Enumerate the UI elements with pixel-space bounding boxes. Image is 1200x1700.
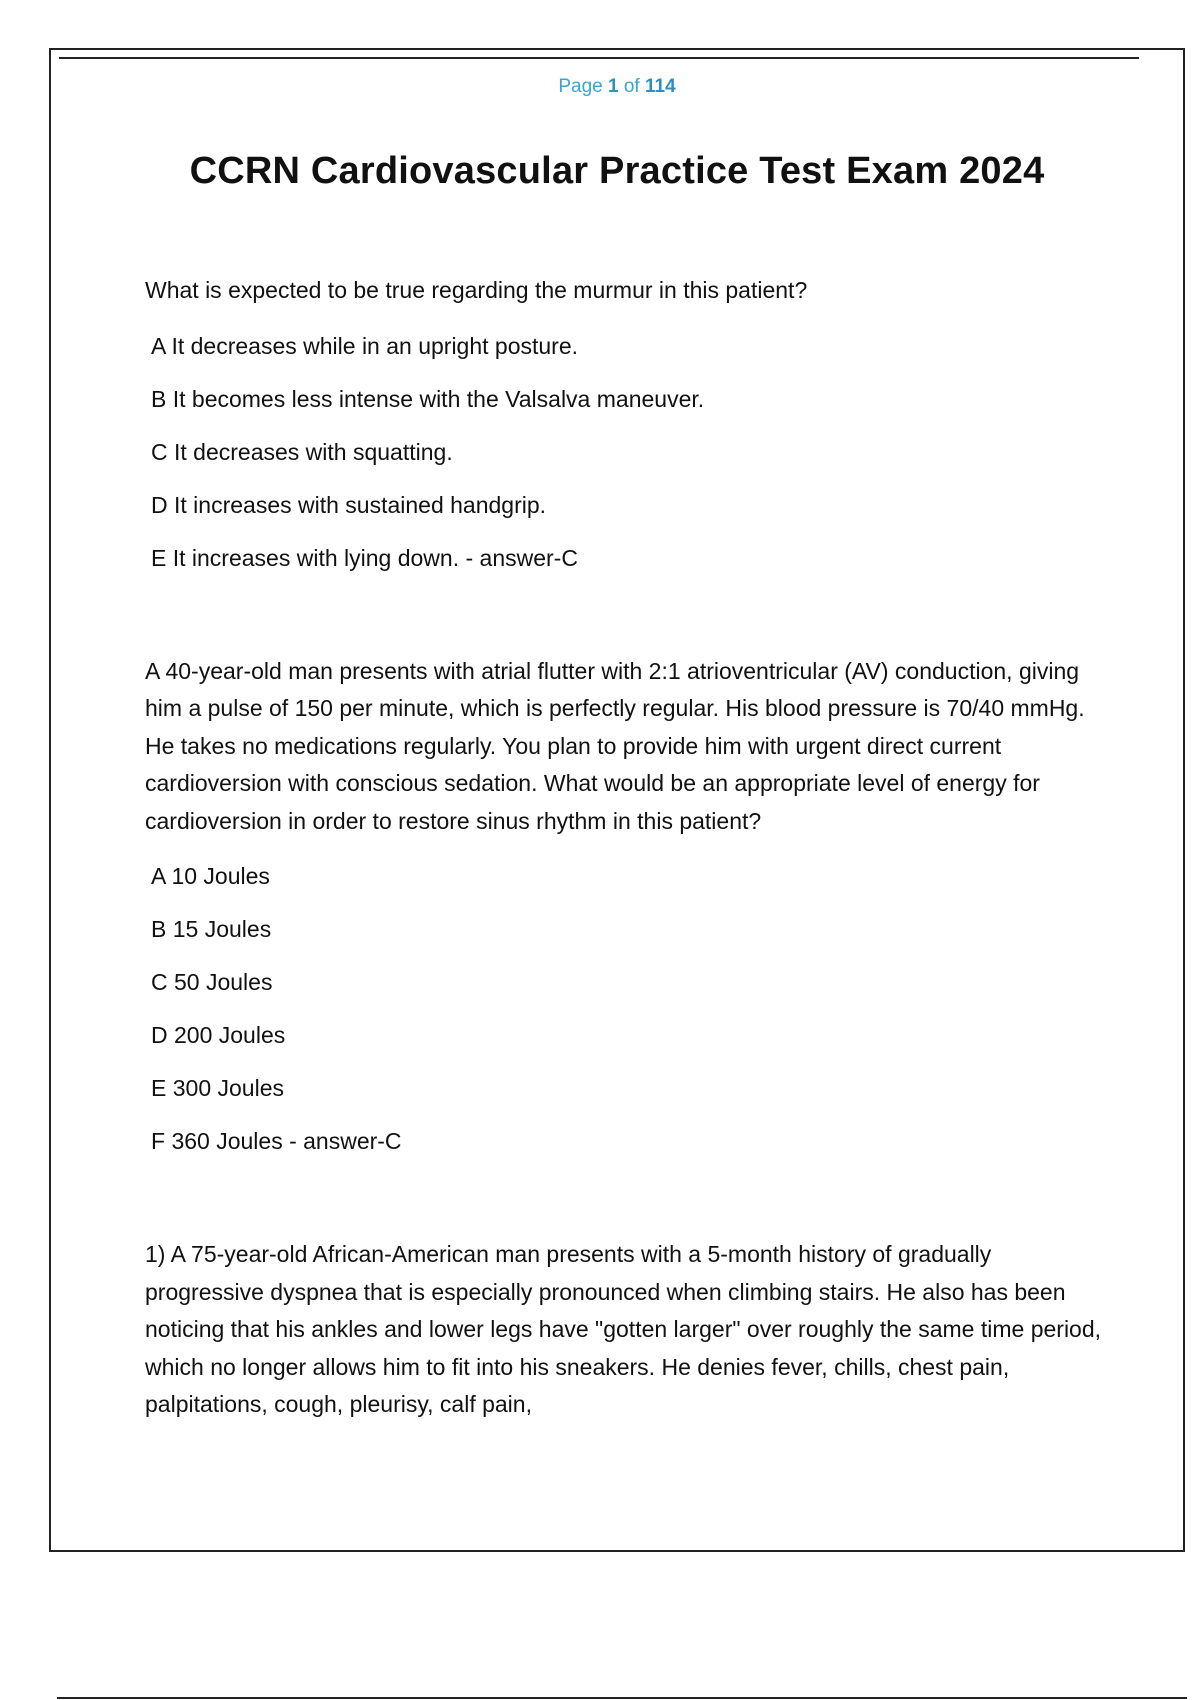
answer-option: C 50 Joules [151, 969, 273, 995]
answer-option: B It becomes less intense with the Valsalva maneuver. [151, 385, 705, 412]
page-total: 114 [645, 76, 676, 97]
question-text: 1) A 75-year-old African-American man presents with a 5-month history of gradually progressive dyspnea that is especially pronounced when climbing stairs. He also has been noticing that his ankles and lower legs have "gotten larger" over roughly the same time period, which no longer allows him to fit into his sneakers. He denies fever, chills, chest pain, palpitations, cough, pleurisy, calf pain, [145, 1241, 1102, 1417]
document-content [145, 272, 1105, 1424]
block-gap [145, 585, 1105, 653]
answer-option: E It increases with lying down. - answer-C [151, 544, 578, 571]
answer-option: A 10 Joules [151, 863, 270, 889]
answer-option: D 200 Joules [151, 1022, 286, 1048]
page-number [51, 76, 1183, 98]
answer-option: D It increases with sustained handgrip. [151, 491, 547, 518]
question-1 [145, 272, 1105, 585]
answer-options [145, 850, 1105, 1168]
answer-option: C It decreases with squatting. [151, 438, 453, 465]
answer-option: A It decreases while in an upright posture. [151, 332, 579, 359]
question-text: A 40-year-old man presents with atrial flutter with 2:1 atrioventricular (AV) conduction, giving him a pulse of 150 per minute, which is perfectly regular. His blood pressure is 70/40 mmHg. He takes no medications regularly. You plan to provide him with urgent direct current cardioversion with conscious sedation. What would be an appropriate level of energy for cardioversion in order to restore sinus rhythm in this patient? [145, 657, 1085, 834]
question-text: What is expected to be true regarding the murmur in this patient? [145, 277, 808, 303]
next-page-top-rule [57, 1697, 1187, 1699]
question-2 [145, 653, 1105, 1169]
answer-options [145, 320, 1105, 585]
page-prefix: Page [558, 76, 603, 97]
answer-option: B 15 Joules [151, 916, 272, 942]
question-3 [145, 1236, 1105, 1424]
document-title: CCRN Cardiovascular Practice Test Exam 2024 [189, 150, 1045, 192]
top-rule [59, 57, 1139, 59]
block-gap [145, 1168, 1105, 1236]
answer-option: F 360 Joules - answer-C [151, 1128, 402, 1154]
page-of: of [623, 76, 640, 97]
page-current: 1 [608, 76, 619, 97]
page-frame [49, 48, 1185, 1552]
answer-option: E 300 Joules [151, 1075, 284, 1101]
